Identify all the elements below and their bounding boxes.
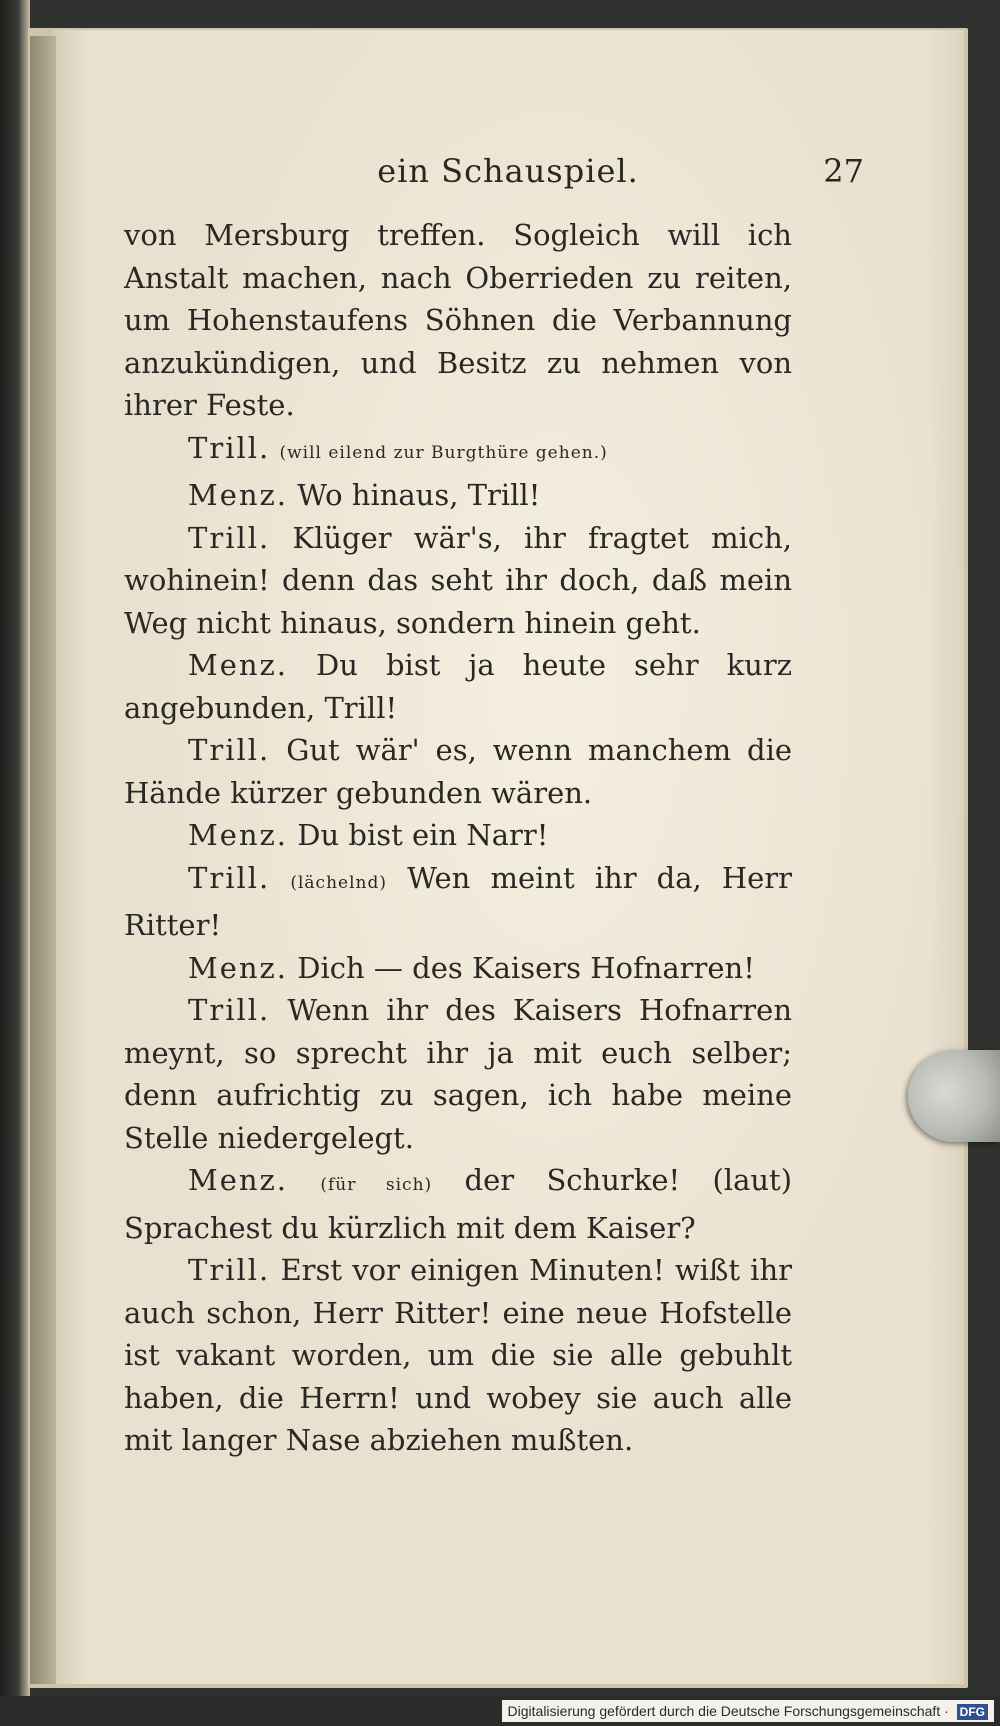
paragraph [124,947,792,990]
stage-direction: (lächelnd) [290,872,387,893]
speaker-name: Trill. [188,520,271,555]
paragraph [124,1249,792,1462]
paragraph [124,517,792,645]
page-number: 27 [823,152,864,190]
scan-footer [0,1696,1000,1726]
paragraph [124,427,792,475]
paragraph-text: von Mersburg treffen. Sogleich will ich Anstalt machen, nach Oberrieden zu reiten, um Hohenstaufens Söhnen die Verbannung anzukündigen, und Besitz zu nehmen von ihrer Feste. [124,218,792,422]
running-title: ein Schauspiel. [377,152,639,190]
speaker-name: Trill. [188,860,271,895]
paragraph-text: Wo hinaus, Trill! [297,478,541,512]
dfg-logo: DFG [957,1704,988,1720]
paragraph-text: Dich — des Kaisers Hofnarren! [297,950,755,985]
paragraph [124,989,792,1159]
paragraph [124,214,792,427]
speaker-name: Trill. [188,993,271,1027]
book-gutter [30,36,56,1684]
digitization-credit [502,1700,994,1722]
speaker-name: Trill. [188,1253,271,1287]
paragraph-text: Wenn ihr des Kaisers Hofnarren meynt, so sprecht ihr ja mit euch selber; denn aufrichtig zu sagen, ich habe meine Stelle niedergelegt. [124,993,793,1155]
paragraph-text: Klüger wär's, ihr fragtet mich, wohinein! denn das seht ihr doch, daß mein Weg nicht hinaus, sondern hinein geht. [124,520,792,640]
speaker-name: Menz. [188,648,289,682]
speaker-name: Trill. [188,733,271,767]
page-clip-marker [908,1050,1000,1142]
paragraph-text: Wen meint ihr da, Herr Ritter! [124,860,793,942]
paragraph [124,474,792,517]
paragraph [124,1159,792,1249]
credit-text: Digitalisierung gefördert durch die Deutsche Forschungsgemeinschaft · [507,1703,949,1719]
running-head [52,152,964,192]
speaker-name: Menz. [188,1163,289,1197]
play-text [124,214,792,1462]
speaker-name: Menz. [188,478,289,512]
paragraph [124,644,792,729]
paragraph [124,729,792,814]
paragraph-text: Gut wär' es, wenn manchem die Hände kürzer gebunden wären. [124,733,793,810]
paragraph-text: der Schurke! (laut) Sprachest du kürzlich mit dem Kaiser? [124,1163,793,1245]
speaker-name: Trill. [188,430,271,465]
paragraph-text: Du bist ein Narr! [297,818,549,852]
adjacent-page-edge [0,0,30,1726]
stage-direction: (für sich) [320,1175,433,1195]
stage-direction: (will eilend zur Burgthüre gehen.) [279,442,608,463]
speaker-name: Menz. [188,818,289,852]
speaker-name: Menz. [188,950,289,985]
paragraph-text: Du bist ja heute sehr kurz angebunden, Trill! [124,648,793,725]
paragraph [124,857,792,947]
paragraph [124,814,792,857]
paragraph-text: Erst vor einigen Minuten! wißt ihr auch schon, Herr Ritter! eine neue Hofstelle ist vakant worden, um die sie alle gebuhlt haben, die Herrn! und wobey sie auch alle mit langer Nase abziehen mußten. [124,1253,792,1457]
